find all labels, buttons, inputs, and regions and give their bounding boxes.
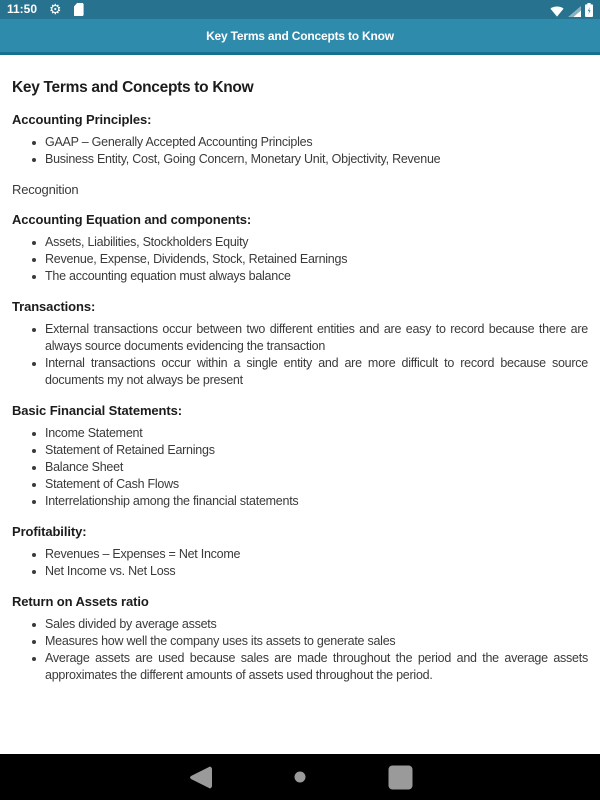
battery-charging-icon [585,3,593,17]
section-accounting-principles [12,112,588,168]
bullet-list [12,134,588,168]
section-recognition [12,182,588,198]
clock: 11:50 [7,2,38,16]
bullet-item: Measures how well the company uses its assets to generate sales [45,633,588,650]
bullet-item: Income Statement [45,425,588,442]
bullet-list [12,321,588,389]
status-right-icons [550,3,593,17]
bullet-item: Revenues – Expenses = Net Income [45,546,588,563]
bullet-item: Statement of Retained Earnings [45,442,588,459]
section-return-on-assets [12,594,588,684]
section-heading: Accounting Principles: [12,112,152,127]
wifi-icon [550,6,564,17]
bullet-list [12,425,588,510]
bullet-item: The accounting equation must always balance [45,268,588,285]
section-transactions [12,299,588,389]
bullet-list [12,616,588,684]
nav-button-cluster [150,754,450,800]
section-profitability [12,524,588,580]
page-title: Key Terms and Concepts to Know [12,79,254,96]
bullet-item: Interrelationship among the financial statements [45,493,588,510]
back-icon [188,765,212,790]
recents-icon [388,765,413,790]
bullet-item: Sales divided by average assets [45,616,588,633]
section-heading: Transactions: [12,299,96,314]
home-button[interactable] [250,754,350,800]
back-button[interactable] [150,754,250,800]
bullet-item: Assets, Liabilities, Stockholders Equity [45,234,588,251]
section-heading: Recognition [12,182,79,197]
bullet-list [12,234,588,285]
bullet-item: External transactions occur between two different entities and are easy to record because there are always source documents evidencing the transaction [45,322,588,353]
bullet-item: Revenue, Expense, Dividends, Stock, Retained Earnings [45,251,588,268]
section-accounting-equation [12,212,588,285]
bullet-item: Business Entity, Cost, Going Concern, Monetary Unit, Objectivity, Revenue [45,151,588,168]
section-heading: Return on Assets ratio [12,594,149,609]
home-icon [294,771,306,783]
section-heading: Accounting Equation and components: [12,212,252,227]
bullet-item: Average assets are used because sales are made throughout the period and the average assets approximates the different amounts of assets used throughout the period. [45,651,588,682]
section-heading: Basic Financial Statements: [12,403,182,418]
settings-gear-icon: ⚙ [49,1,62,17]
bullet-item: Statement of Cash Flows [45,476,588,493]
recents-button[interactable] [350,754,450,800]
app-bar [0,19,600,55]
app-bar-title: Key Terms and Concepts to Know [206,28,394,43]
sd-card-icon [74,3,84,16]
section-basic-financial-statements [12,403,588,510]
section-heading: Profitability: [12,524,87,539]
cell-signal-icon [568,6,581,17]
navigation-bar [0,754,600,800]
status-bar [0,0,600,19]
bullet-item: Balance Sheet [45,459,588,476]
document-scroll-area[interactable] [0,55,600,754]
bullet-list [12,546,588,580]
bullet-item: Internal transactions occur within a single entity and are more difficult to record because source documents my not always be present [45,356,588,387]
bullet-item: GAAP – Generally Accepted Accounting Principles [45,134,588,151]
bullet-item: Net Income vs. Net Loss [45,563,588,580]
